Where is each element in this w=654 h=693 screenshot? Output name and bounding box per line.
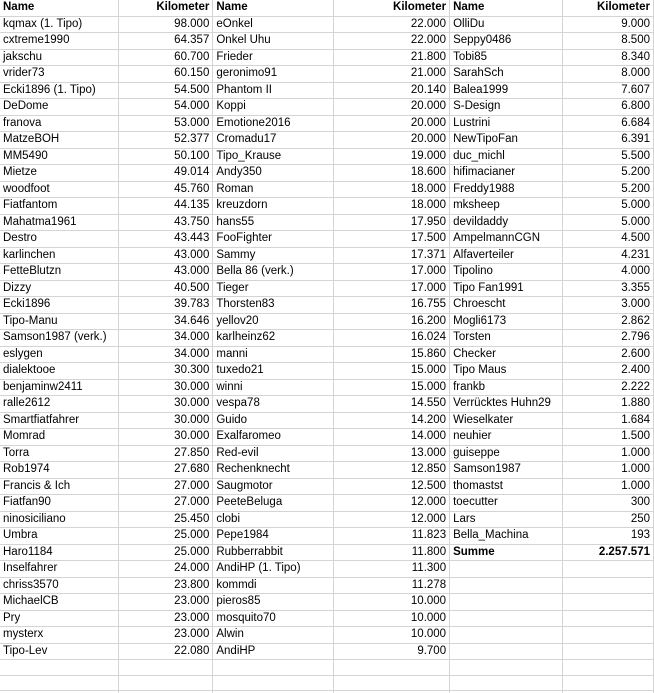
- table-row: [0, 16, 654, 33]
- table-row: [0, 462, 654, 479]
- empty-cell[interactable]: [450, 594, 563, 611]
- name-cell[interactable]: Torsten: [450, 330, 563, 347]
- km-cell[interactable]: 27.000: [119, 495, 213, 512]
- km-cell[interactable]: 14.000: [334, 429, 450, 446]
- km-cell[interactable]: 43.750: [119, 214, 213, 231]
- km-cell[interactable]: 1.684: [563, 412, 654, 429]
- name-cell[interactable]: duc_michl: [450, 148, 563, 165]
- name-cell[interactable]: Phantom II: [213, 82, 334, 99]
- name-cell[interactable]: Ecki1896 (1. Tipo): [0, 82, 119, 99]
- km-cell[interactable]: 34.000: [119, 330, 213, 347]
- km-cell[interactable]: 14.200: [334, 412, 450, 429]
- empty-cell[interactable]: [119, 675, 213, 691]
- table-row: [0, 429, 654, 446]
- column-header-name[interactable]: Name: [213, 0, 334, 16]
- km-cell[interactable]: 54.500: [119, 82, 213, 99]
- km-cell[interactable]: 24.000: [119, 561, 213, 578]
- table-row: [0, 675, 654, 691]
- name-cell[interactable]: Mahatma1961: [0, 214, 119, 231]
- table-row: [0, 379, 654, 396]
- km-cell[interactable]: 17.000: [334, 280, 450, 297]
- km-cell[interactable]: 1.500: [563, 429, 654, 446]
- name-cell[interactable]: Destro: [0, 231, 119, 248]
- km-cell[interactable]: 10.000: [334, 610, 450, 627]
- km-cell[interactable]: 52.377: [119, 132, 213, 149]
- name-cell[interactable]: Mogli6173: [450, 313, 563, 330]
- table-row: [0, 66, 654, 83]
- name-cell[interactable]: AndiHP (1. Tipo): [213, 561, 334, 578]
- name-cell[interactable]: hifimacianer: [450, 165, 563, 182]
- km-cell[interactable]: 9.700: [334, 643, 450, 660]
- table-row: [0, 627, 654, 644]
- empty-cell[interactable]: [213, 675, 334, 691]
- km-cell[interactable]: 30.000: [119, 396, 213, 413]
- name-cell[interactable]: dialektooe: [0, 363, 119, 380]
- km-cell[interactable]: 20.000: [334, 132, 450, 149]
- km-cell[interactable]: 10.000: [334, 627, 450, 644]
- km-cell[interactable]: 2.400: [563, 363, 654, 380]
- km-cell[interactable]: 60.150: [119, 66, 213, 83]
- table-row: [0, 594, 654, 611]
- name-cell[interactable]: vespa78: [213, 396, 334, 413]
- name-cell[interactable]: Guido: [213, 412, 334, 429]
- name-cell[interactable]: mysterx: [0, 627, 119, 644]
- name-cell[interactable]: thomastst: [450, 478, 563, 495]
- name-cell[interactable]: Bella_Machina: [450, 528, 563, 545]
- table-row: [0, 280, 654, 297]
- table-row: [0, 561, 654, 578]
- km-cell[interactable]: 53.000: [119, 115, 213, 132]
- km-cell[interactable]: 17.950: [334, 214, 450, 231]
- name-cell[interactable]: hans55: [213, 214, 334, 231]
- km-cell[interactable]: 27.850: [119, 445, 213, 462]
- name-cell[interactable]: Balea1999: [450, 82, 563, 99]
- name-cell[interactable]: mosquito70: [213, 610, 334, 627]
- km-cell[interactable]: 17.500: [334, 231, 450, 248]
- name-cell[interactable]: Mietze: [0, 165, 119, 182]
- name-cell[interactable]: kreuzdorn: [213, 198, 334, 215]
- km-cell[interactable]: 193: [563, 528, 654, 545]
- table-row: [0, 610, 654, 627]
- table-row: [0, 313, 654, 330]
- km-cell[interactable]: 49.014: [119, 165, 213, 182]
- name-cell[interactable]: FooFighter: [213, 231, 334, 248]
- table-row: [0, 297, 654, 314]
- table-row: [0, 330, 654, 347]
- name-cell[interactable]: franova: [0, 115, 119, 132]
- name-cell[interactable]: tuxedo21: [213, 363, 334, 380]
- name-cell[interactable]: MatzeBOH: [0, 132, 119, 149]
- name-cell[interactable]: chriss3570: [0, 577, 119, 594]
- table-row: [0, 495, 654, 512]
- km-cell[interactable]: 9.000: [563, 16, 654, 33]
- name-cell[interactable]: toecutter: [450, 495, 563, 512]
- name-cell[interactable]: Tipo Maus: [450, 363, 563, 380]
- name-cell[interactable]: Ecki1896: [0, 297, 119, 314]
- km-cell[interactable]: 18.000: [334, 198, 450, 215]
- name-cell[interactable]: clobi: [213, 511, 334, 528]
- name-cell[interactable]: mksheep: [450, 198, 563, 215]
- name-cell[interactable]: Fiatfantom: [0, 198, 119, 215]
- column-header-name[interactable]: Name: [450, 0, 563, 16]
- km-cell[interactable]: 1.000: [563, 478, 654, 495]
- name-cell[interactable]: Francis & Ich: [0, 478, 119, 495]
- km-cell[interactable]: 54.000: [119, 99, 213, 116]
- table-row: [0, 478, 654, 495]
- sum-value-cell[interactable]: 2.257.571: [563, 544, 654, 561]
- empty-cell[interactable]: [450, 561, 563, 578]
- name-cell[interactable]: Koppi: [213, 99, 334, 116]
- km-cell[interactable]: 5.500: [563, 148, 654, 165]
- table-row: [0, 445, 654, 462]
- empty-cell[interactable]: [450, 577, 563, 594]
- name-cell[interactable]: Red-evil: [213, 445, 334, 462]
- name-cell[interactable]: Seppy0486: [450, 33, 563, 50]
- name-cell[interactable]: cxtreme1990: [0, 33, 119, 50]
- km-cell[interactable]: 45.760: [119, 181, 213, 198]
- km-cell[interactable]: 21.800: [334, 49, 450, 66]
- name-cell[interactable]: devildaddy: [450, 214, 563, 231]
- km-cell[interactable]: 15.860: [334, 346, 450, 363]
- name-cell[interactable]: Pry: [0, 610, 119, 627]
- table-row: [0, 412, 654, 429]
- empty-cell[interactable]: [450, 675, 563, 691]
- name-cell[interactable]: AndiHP: [213, 643, 334, 660]
- km-cell[interactable]: 27.680: [119, 462, 213, 479]
- km-cell[interactable]: 22.080: [119, 643, 213, 660]
- column-header-km[interactable]: Kilometer: [119, 0, 213, 16]
- name-cell[interactable]: Haro1184: [0, 544, 119, 561]
- km-cell[interactable]: 4.231: [563, 247, 654, 264]
- empty-cell[interactable]: [450, 643, 563, 660]
- km-cell[interactable]: 23.000: [119, 610, 213, 627]
- km-cell[interactable]: 25.450: [119, 511, 213, 528]
- header-row: [0, 0, 654, 16]
- table-row: [0, 511, 654, 528]
- empty-cell[interactable]: [563, 577, 654, 594]
- table-row: [0, 264, 654, 281]
- km-cell[interactable]: 11.800: [334, 544, 450, 561]
- sum-label-cell[interactable]: Summe: [450, 544, 563, 561]
- km-cell[interactable]: 34.000: [119, 346, 213, 363]
- name-cell[interactable]: Lars: [450, 511, 563, 528]
- name-cell[interactable]: Thorsten83: [213, 297, 334, 314]
- km-cell[interactable]: 15.000: [334, 379, 450, 396]
- km-cell[interactable]: 5.000: [563, 198, 654, 215]
- table-row: [0, 132, 654, 149]
- km-cell[interactable]: 25.000: [119, 544, 213, 561]
- km-cell[interactable]: 4.500: [563, 231, 654, 248]
- km-cell[interactable]: 3.000: [563, 297, 654, 314]
- name-cell[interactable]: FetteBlutzn: [0, 264, 119, 281]
- km-cell[interactable]: 30.000: [119, 429, 213, 446]
- name-cell[interactable]: Frieder: [213, 49, 334, 66]
- table-row: [0, 214, 654, 231]
- name-cell[interactable]: neuhier: [450, 429, 563, 446]
- km-cell[interactable]: 12.500: [334, 478, 450, 495]
- km-cell[interactable]: 23.000: [119, 627, 213, 644]
- name-cell[interactable]: MichaelCB: [0, 594, 119, 611]
- table-row: [0, 82, 654, 99]
- empty-cell[interactable]: [450, 660, 563, 676]
- name-cell[interactable]: yellov20: [213, 313, 334, 330]
- table-row: [0, 363, 654, 380]
- km-cell[interactable]: 50.100: [119, 148, 213, 165]
- km-cell[interactable]: 1.880: [563, 396, 654, 413]
- km-cell[interactable]: 300: [563, 495, 654, 512]
- empty-cell[interactable]: [563, 610, 654, 627]
- km-cell[interactable]: 16.024: [334, 330, 450, 347]
- table-row: [0, 528, 654, 545]
- name-cell[interactable]: Bella 86 (verk.): [213, 264, 334, 281]
- km-cell[interactable]: 22.000: [334, 16, 450, 33]
- empty-cell[interactable]: [563, 627, 654, 644]
- km-cell[interactable]: 39.783: [119, 297, 213, 314]
- km-cell[interactable]: 60.700: [119, 49, 213, 66]
- km-cell[interactable]: 23.800: [119, 577, 213, 594]
- name-cell[interactable]: OlliDu: [450, 16, 563, 33]
- km-cell[interactable]: 1.000: [563, 462, 654, 479]
- table-row: [0, 198, 654, 215]
- km-cell[interactable]: 43.443: [119, 231, 213, 248]
- km-cell[interactable]: 5.000: [563, 214, 654, 231]
- table-row: [0, 99, 654, 116]
- km-cell[interactable]: 18.600: [334, 165, 450, 182]
- km-cell[interactable]: 64.357: [119, 33, 213, 50]
- km-cell[interactable]: 19.000: [334, 148, 450, 165]
- km-cell[interactable]: 30.000: [119, 379, 213, 396]
- table-row: [0, 346, 654, 363]
- empty-cell[interactable]: [563, 594, 654, 611]
- km-cell[interactable]: 11.300: [334, 561, 450, 578]
- name-cell[interactable]: Rob1974: [0, 462, 119, 479]
- table-row: [0, 396, 654, 413]
- km-cell[interactable]: 8.500: [563, 33, 654, 50]
- empty-cell[interactable]: [563, 643, 654, 660]
- km-cell[interactable]: 6.684: [563, 115, 654, 132]
- name-cell[interactable]: DeDome: [0, 99, 119, 116]
- empty-cell[interactable]: [563, 660, 654, 676]
- km-cell[interactable]: 23.000: [119, 594, 213, 611]
- table-row: [0, 643, 654, 660]
- name-cell[interactable]: Tipo-Lev: [0, 643, 119, 660]
- empty-cell[interactable]: [450, 610, 563, 627]
- name-cell[interactable]: Tipo_Krause: [213, 148, 334, 165]
- name-cell[interactable]: Umbra: [0, 528, 119, 545]
- table-row: [0, 148, 654, 165]
- name-cell[interactable]: Roman: [213, 181, 334, 198]
- km-cell[interactable]: 18.000: [334, 181, 450, 198]
- km-cell[interactable]: 8.340: [563, 49, 654, 66]
- km-cell[interactable]: 8.000: [563, 66, 654, 83]
- name-cell[interactable]: Checker: [450, 346, 563, 363]
- name-cell[interactable]: Saugmotor: [213, 478, 334, 495]
- empty-cell[interactable]: [0, 660, 119, 676]
- km-cell[interactable]: 15.000: [334, 363, 450, 380]
- name-cell[interactable]: Fiatfan90: [0, 495, 119, 512]
- km-cell[interactable]: 5.200: [563, 165, 654, 182]
- name-cell[interactable]: Tobi85: [450, 49, 563, 66]
- name-cell[interactable]: Onkel Uhu: [213, 33, 334, 50]
- km-cell[interactable]: 17.371: [334, 247, 450, 264]
- km-cell[interactable]: 22.000: [334, 33, 450, 50]
- name-cell[interactable]: PeeteBeluga: [213, 495, 334, 512]
- name-cell[interactable]: ralle2612: [0, 396, 119, 413]
- km-cell[interactable]: 30.000: [119, 412, 213, 429]
- km-cell[interactable]: 12.000: [334, 495, 450, 512]
- km-cell[interactable]: 250: [563, 511, 654, 528]
- name-cell[interactable]: Cromadu17: [213, 132, 334, 149]
- km-cell[interactable]: 4.000: [563, 264, 654, 281]
- name-cell[interactable]: S-Design: [450, 99, 563, 116]
- km-cell[interactable]: 14.550: [334, 396, 450, 413]
- name-cell[interactable]: Samson1987 (verk.): [0, 330, 119, 347]
- km-cell[interactable]: 44.135: [119, 198, 213, 215]
- name-cell[interactable]: manni: [213, 346, 334, 363]
- name-cell[interactable]: Momrad: [0, 429, 119, 446]
- empty-cell[interactable]: [563, 675, 654, 691]
- name-cell[interactable]: guiseppe: [450, 445, 563, 462]
- name-cell[interactable]: karlinchen: [0, 247, 119, 264]
- name-cell[interactable]: benjaminw2411: [0, 379, 119, 396]
- km-cell[interactable]: 11.823: [334, 528, 450, 545]
- name-cell[interactable]: Smartfiatfahrer: [0, 412, 119, 429]
- empty-cell[interactable]: [334, 675, 450, 691]
- name-cell[interactable]: woodfoot: [0, 181, 119, 198]
- name-cell[interactable]: kqmax (1. Tipo): [0, 16, 119, 33]
- empty-cell[interactable]: [563, 561, 654, 578]
- name-cell[interactable]: SarahSch: [450, 66, 563, 83]
- name-cell[interactable]: Alwin: [213, 627, 334, 644]
- km-cell[interactable]: 40.500: [119, 280, 213, 297]
- km-cell[interactable]: 34.646: [119, 313, 213, 330]
- table-row: [0, 115, 654, 132]
- km-cell[interactable]: 12.850: [334, 462, 450, 479]
- name-cell[interactable]: Alfaverteiler: [450, 247, 563, 264]
- name-cell[interactable]: geronimo91: [213, 66, 334, 83]
- km-cell[interactable]: 5.200: [563, 181, 654, 198]
- name-cell[interactable]: MM5490: [0, 148, 119, 165]
- km-cell[interactable]: 2.222: [563, 379, 654, 396]
- km-cell[interactable]: 12.000: [334, 511, 450, 528]
- name-cell[interactable]: Rubberrabbit: [213, 544, 334, 561]
- name-cell[interactable]: frankb: [450, 379, 563, 396]
- km-cell[interactable]: 10.000: [334, 594, 450, 611]
- name-cell[interactable]: AmpelmannCGN: [450, 231, 563, 248]
- name-cell[interactable]: Torra: [0, 445, 119, 462]
- empty-cell[interactable]: [213, 660, 334, 676]
- km-cell[interactable]: 2.796: [563, 330, 654, 347]
- table-row: [0, 165, 654, 182]
- km-cell[interactable]: 21.000: [334, 66, 450, 83]
- table-row: [0, 544, 654, 561]
- km-cell[interactable]: 30.300: [119, 363, 213, 380]
- name-cell[interactable]: Pepe1984: [213, 528, 334, 545]
- name-cell[interactable]: Verrücktes Huhn29: [450, 396, 563, 413]
- name-cell[interactable]: Freddy1988: [450, 181, 563, 198]
- km-cell[interactable]: 25.000: [119, 528, 213, 545]
- table-row: [0, 231, 654, 248]
- table-row: [0, 33, 654, 50]
- km-cell[interactable]: 16.200: [334, 313, 450, 330]
- table-row: [0, 577, 654, 594]
- km-cell[interactable]: 98.000: [119, 16, 213, 33]
- name-cell[interactable]: Samson1987: [450, 462, 563, 479]
- km-cell[interactable]: 20.140: [334, 82, 450, 99]
- km-cell[interactable]: 2.600: [563, 346, 654, 363]
- name-cell[interactable]: Lustrini: [450, 115, 563, 132]
- empty-cell[interactable]: [334, 660, 450, 676]
- name-cell[interactable]: kommdi: [213, 577, 334, 594]
- km-cell[interactable]: 13.000: [334, 445, 450, 462]
- table-row: [0, 660, 654, 676]
- table-row: [0, 247, 654, 264]
- km-cell[interactable]: 20.000: [334, 115, 450, 132]
- name-cell[interactable]: Andy350: [213, 165, 334, 182]
- name-cell[interactable]: Tipolino: [450, 264, 563, 281]
- name-cell[interactable]: Tipo Fan1991: [450, 280, 563, 297]
- name-cell[interactable]: jakschu: [0, 49, 119, 66]
- km-cell[interactable]: 20.000: [334, 99, 450, 116]
- empty-cell[interactable]: [119, 660, 213, 676]
- km-cell[interactable]: 3.355: [563, 280, 654, 297]
- km-cell[interactable]: 16.755: [334, 297, 450, 314]
- table-row: [0, 181, 654, 198]
- name-cell[interactable]: vrider73: [0, 66, 119, 83]
- km-cell[interactable]: 43.000: [119, 264, 213, 281]
- name-cell[interactable]: NewTipoFan: [450, 132, 563, 149]
- name-cell[interactable]: Wieselkater: [450, 412, 563, 429]
- empty-cell[interactable]: [0, 675, 119, 691]
- name-cell[interactable]: Tipo-Manu: [0, 313, 119, 330]
- name-cell[interactable]: eslygen: [0, 346, 119, 363]
- km-cell[interactable]: 6.800: [563, 99, 654, 116]
- column-header-name[interactable]: Name: [0, 0, 119, 16]
- km-cell[interactable]: 1.000: [563, 445, 654, 462]
- name-cell[interactable]: Emotione2016: [213, 115, 334, 132]
- column-header-km[interactable]: Kilometer: [334, 0, 450, 16]
- km-cell[interactable]: 2.862: [563, 313, 654, 330]
- name-cell[interactable]: Exalfaromeo: [213, 429, 334, 446]
- km-cell[interactable]: 27.000: [119, 478, 213, 495]
- name-cell[interactable]: pieros85: [213, 594, 334, 611]
- name-cell[interactable]: winni: [213, 379, 334, 396]
- table-row: [0, 49, 654, 66]
- name-cell[interactable]: Chroescht: [450, 297, 563, 314]
- km-cell[interactable]: 43.000: [119, 247, 213, 264]
- km-cell[interactable]: 17.000: [334, 264, 450, 281]
- name-cell[interactable]: ninosiciliano: [0, 511, 119, 528]
- column-header-km[interactable]: Kilometer: [563, 0, 654, 16]
- name-cell[interactable]: eOnkel: [213, 16, 334, 33]
- name-cell[interactable]: Dizzy: [0, 280, 119, 297]
- km-cell[interactable]: 11.278: [334, 577, 450, 594]
- empty-cell[interactable]: [450, 627, 563, 644]
- name-cell[interactable]: karlheinz62: [213, 330, 334, 347]
- km-cell[interactable]: 7.607: [563, 82, 654, 99]
- name-cell[interactable]: Inselfahrer: [0, 561, 119, 578]
- name-cell[interactable]: Rechenknecht: [213, 462, 334, 479]
- name-cell[interactable]: Sammy: [213, 247, 334, 264]
- km-cell[interactable]: 6.391: [563, 132, 654, 149]
- name-cell[interactable]: Tieger: [213, 280, 334, 297]
